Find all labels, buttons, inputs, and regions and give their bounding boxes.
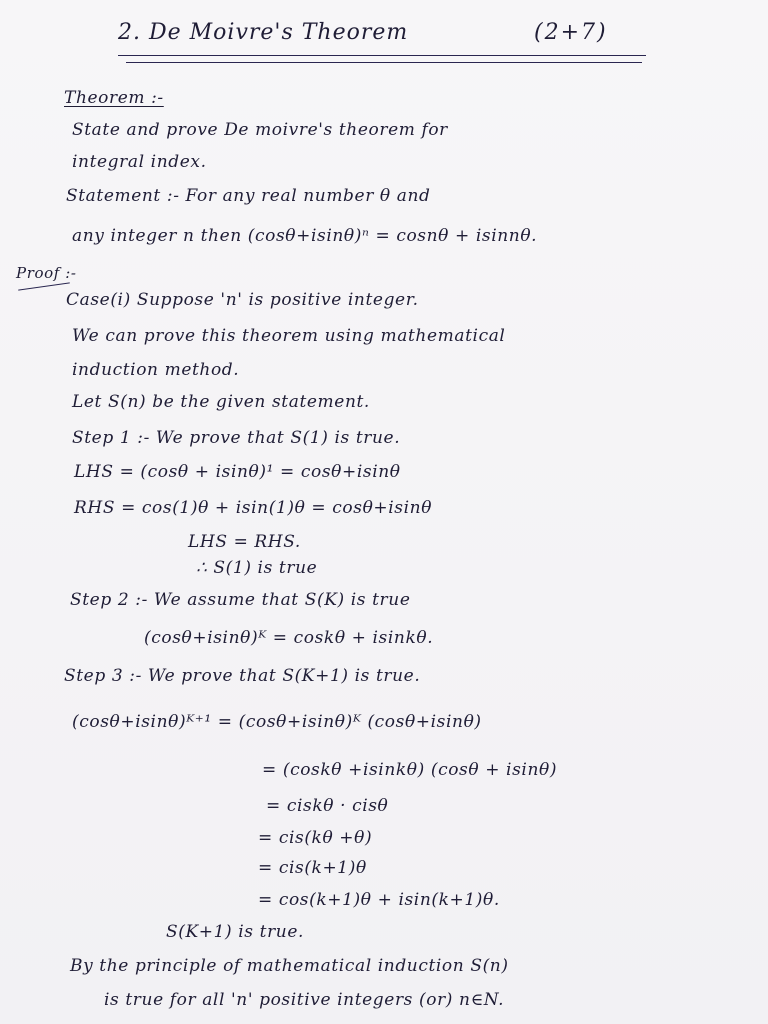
rhs-line: RHS = cos(1)θ + isin(1)θ = cosθ+isinθ (74, 498, 433, 518)
conclusion-line-1: By the principle of mathematical induction S(n) (70, 956, 509, 976)
title-underline-1 (118, 55, 646, 56)
case-line: Case(i) Suppose 'n' is positive integer. (66, 290, 419, 310)
expansion-line-2: = (coskθ +isinkθ) (cosθ + isinθ) (262, 760, 558, 780)
theorem-text-2: integral index. (72, 152, 207, 172)
expansion-line-4: = cis(kθ +θ) (258, 828, 373, 848)
lhs-line: LHS = (cosθ + isinθ)¹ = cosθ+isinθ (74, 462, 401, 482)
expansion-line-5: = cis(k+1)θ (258, 858, 367, 878)
page-title: 2. De Moivre's Theorem (118, 20, 409, 45)
let-line: Let S(n) be the given statement. (72, 392, 370, 412)
expansion-line-6: = cos(k+1)θ + isin(k+1)θ. (258, 890, 500, 910)
statement-line-2: any integer n then (cosθ+isinθ)ⁿ = cosnθ + isinnθ. (72, 226, 538, 246)
conclusion-line-2: is true for all 'n' positive integers (or) n∈N. (104, 990, 505, 1010)
step2-line: Step 2 :- We assume that S(K) is true (70, 590, 411, 610)
theorem-text-1: State and prove De moivre's theorem for (72, 120, 448, 140)
step3-line: Step 3 :- We prove that S(K+1) is true. (64, 666, 421, 686)
assumption-line: (cosθ+isinθ)ᴷ = coskθ + isinkθ. (144, 628, 434, 648)
title-underline-2 (126, 62, 642, 63)
s1-true-line: ∴ S(1) is true (196, 558, 318, 578)
expansion-line-3: = ciskθ · cisθ (266, 796, 389, 816)
method-line-1: We can prove this theorem using mathematical (72, 326, 506, 346)
sk1-true-line: S(K+1) is true. (166, 922, 305, 942)
marks-label: (2+7) (534, 20, 608, 45)
lhs-equals-rhs: LHS = RHS. (188, 532, 301, 552)
statement-line-1: Statement :- For any real number θ and (66, 186, 431, 206)
proof-heading: Proof :- (16, 264, 77, 282)
proof-underline (18, 282, 70, 290)
method-line-2: induction method. (72, 360, 240, 380)
step1-line: Step 1 :- We prove that S(1) is true. (72, 428, 401, 448)
theorem-heading: Theorem :- (64, 88, 164, 108)
expansion-line-1: (cosθ+isinθ)ᴷ⁺¹ = (cosθ+isinθ)ᴷ (cosθ+isinθ) (72, 712, 482, 732)
